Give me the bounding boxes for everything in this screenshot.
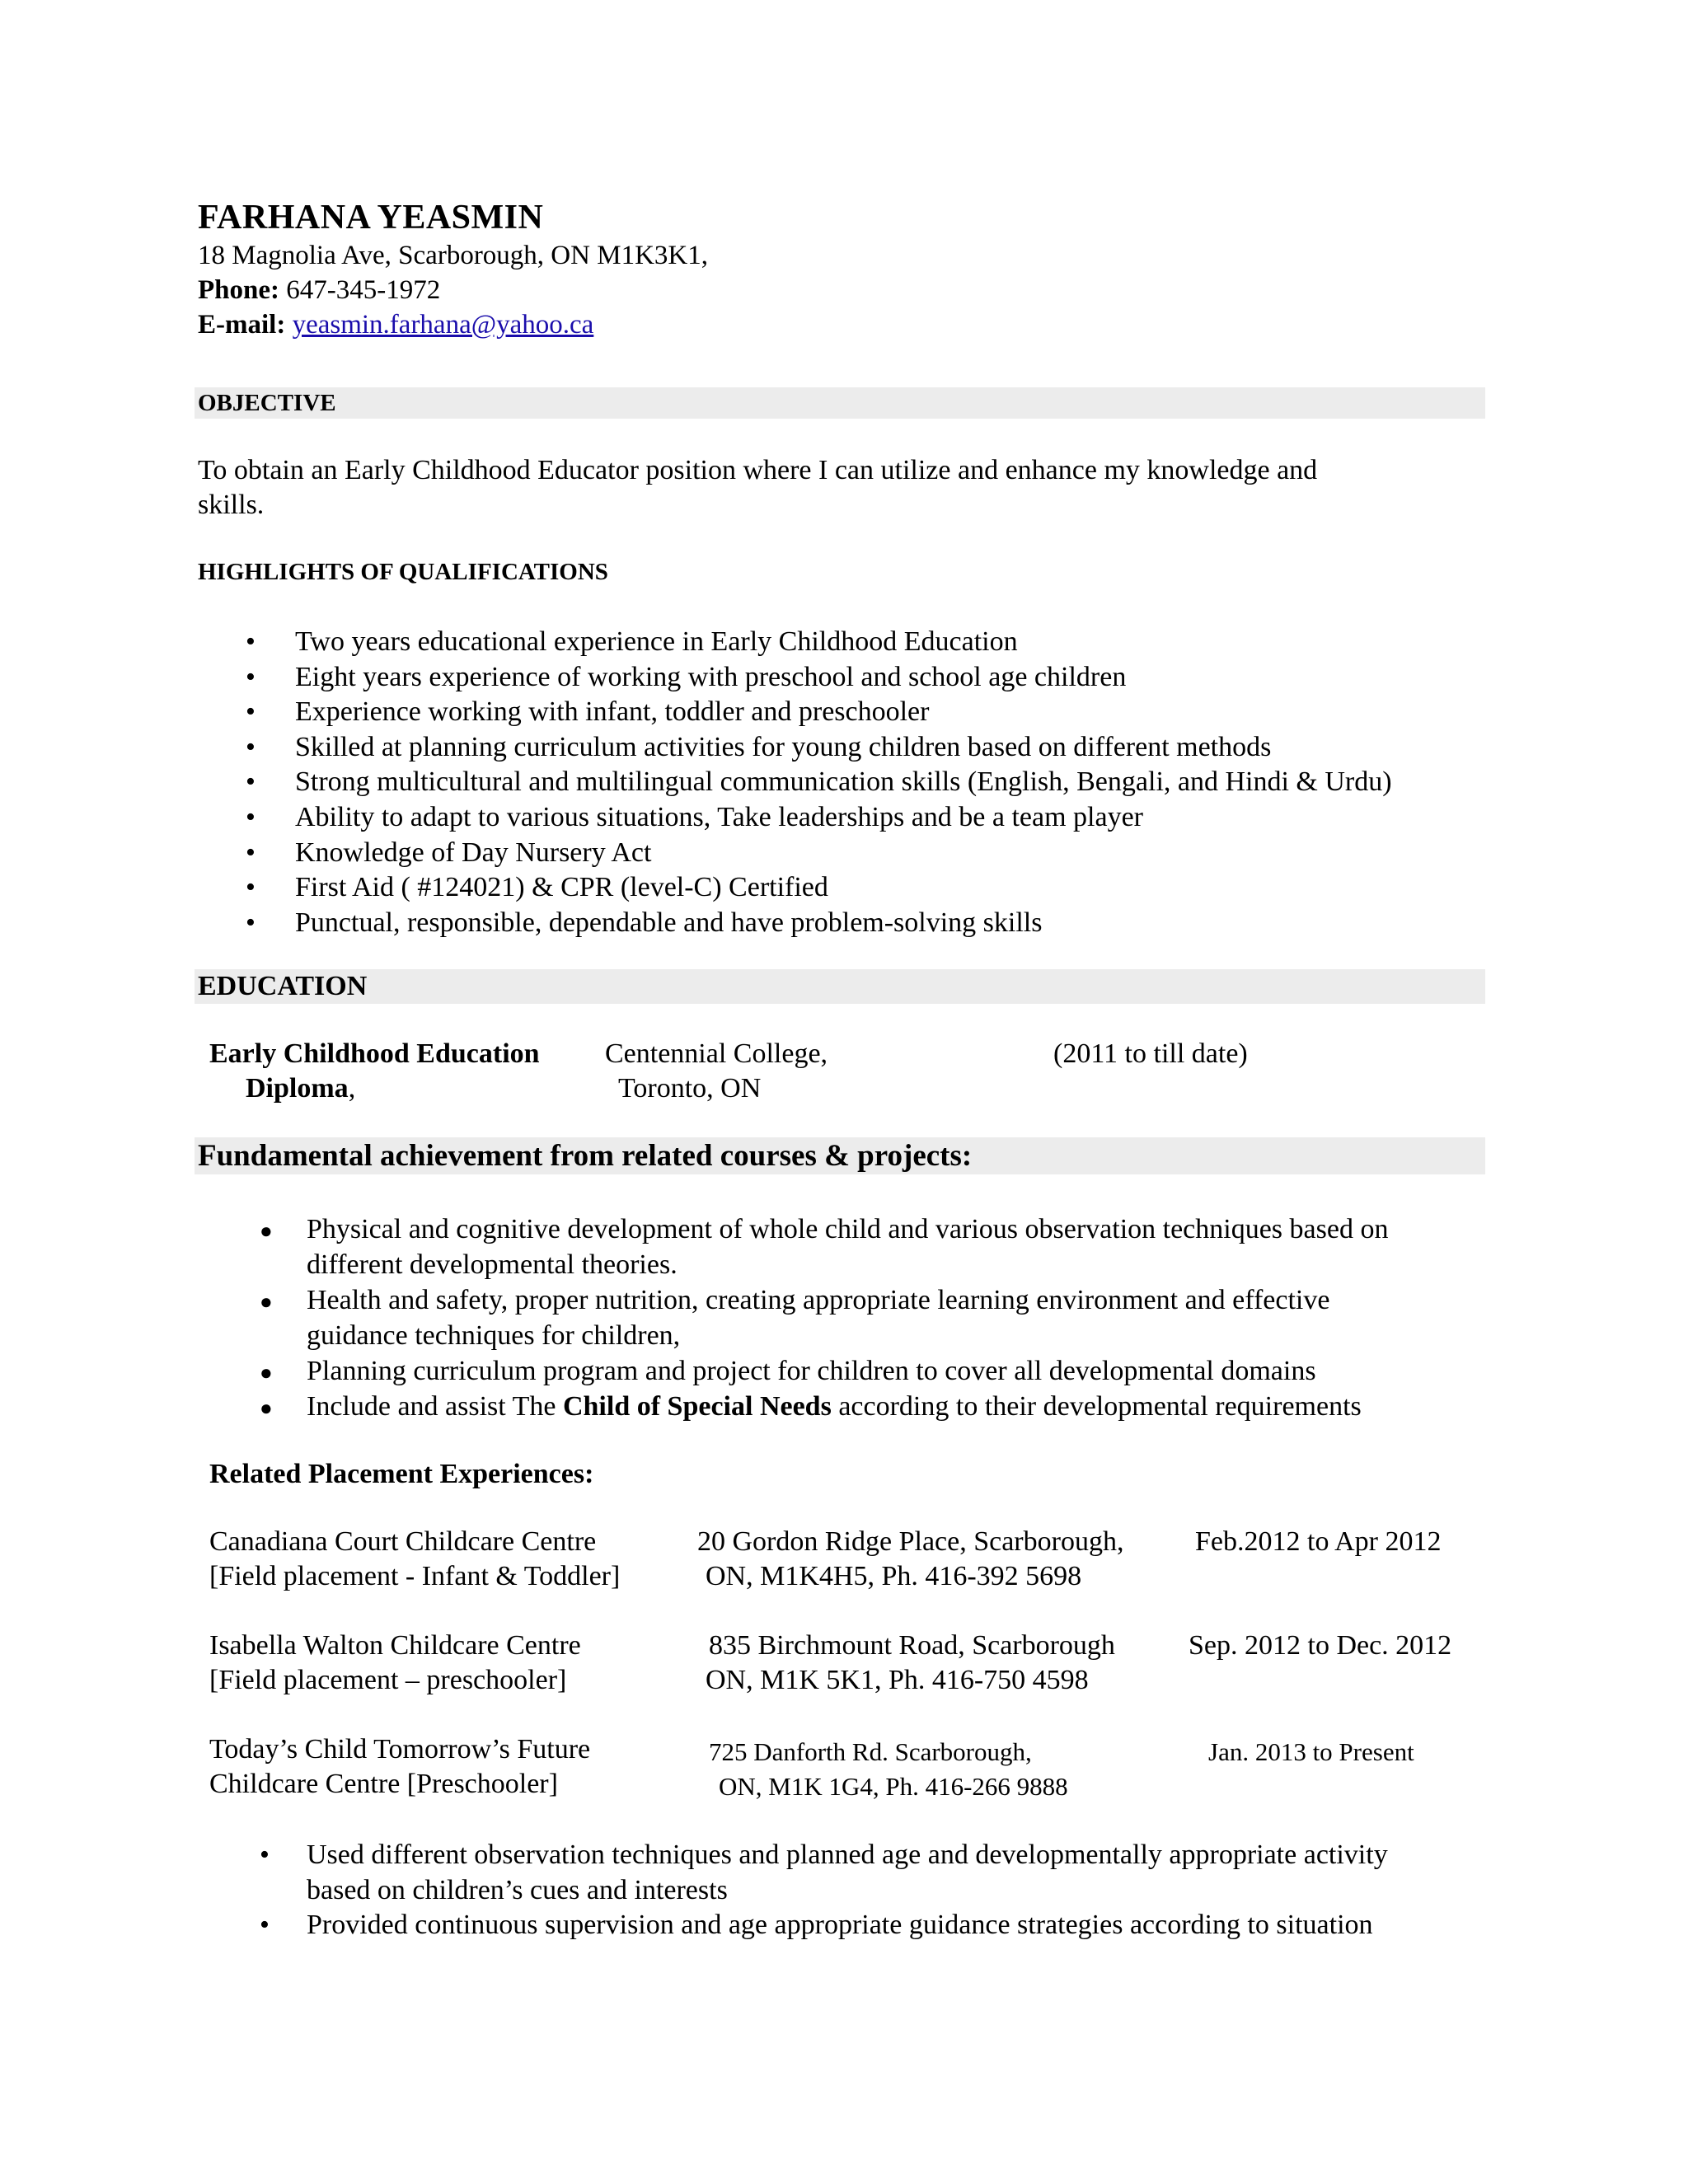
applicant-name: FARHANA YEASMIN [198, 199, 544, 237]
bullet-icon: • [246, 766, 256, 798]
bullet-icon: • [246, 731, 256, 762]
placement-3-role: Childcare Centre [Preschooler] [209, 1769, 558, 1799]
school-line-2: Toronto, ON [618, 1073, 762, 1104]
list-item: ● Health and safety, proper nutrition, creating appropriate learning environment and effective [307, 1282, 1388, 1318]
placement-1-dates: Feb.2012 to Apr 2012 [1195, 1526, 1442, 1557]
placement-2-role: [Field placement – preschooler] [209, 1665, 567, 1695]
list-item-continuation: based on children’s cues and interests [307, 1874, 728, 1905]
placement-1-name: Canadiana Court Childcare Centre [209, 1526, 597, 1557]
achievements-heading: Fundamental achievement from related courses & projects: [198, 1139, 973, 1173]
bullet-icon: • [246, 626, 256, 657]
placement-1-address-2: ON, M1K4H5, Ph. 416-392 5698 [706, 1561, 1082, 1591]
email-link[interactable]: yeasmin.farhana@yahoo.ca [292, 310, 594, 340]
bullet-icon: ● [260, 1290, 273, 1314]
bullet-icon: • [246, 837, 256, 868]
bullet-icon: • [246, 801, 256, 832]
achievements-list [260, 1212, 1389, 1424]
list-item: ● Include and assist The Child of Special Needs according to their developmental requirements [307, 1389, 1388, 1424]
list-item: • Eight years experience of working with preschool and school age children [295, 660, 1392, 696]
email-line [198, 308, 593, 341]
objective-line-2: skills. [198, 490, 265, 520]
bullet-icon: • [260, 1840, 270, 1870]
bullet-icon: ● [260, 1361, 273, 1385]
list-item-continuation: guidance techniques for children, [307, 1320, 681, 1351]
placement-3-dates: Jan. 2013 to Present [1208, 1737, 1414, 1766]
bullet-icon: ● [260, 1219, 273, 1243]
list-item: • Strong multicultural and multilingual communication skills (English, Bengali, and Hindi & Urdu) [295, 765, 1392, 800]
bullet-icon: • [246, 872, 256, 903]
bullet-icon: ● [260, 1396, 273, 1420]
placement-2-address: 835 Birchmount Road, Scarborough [709, 1630, 1115, 1661]
bullet-icon: • [246, 661, 256, 692]
placement-2-address-2: ON, M1K 5K1, Ph. 416-750 4598 [706, 1665, 1089, 1695]
list-item: • Punctual, responsible, dependable and have problem-solving skills [295, 906, 1392, 941]
school-line-1: Centennial College, [605, 1038, 828, 1069]
objective-band [195, 387, 1485, 419]
address: 18 Magnolia Ave, Scarborough, ON M1K3K1, [198, 241, 708, 270]
placements-heading: Related Placement Experiences: [209, 1459, 594, 1489]
list-item-continuation: different developmental theories. [307, 1249, 678, 1280]
list-item: • Experience working with infant, toddler and preschooler [295, 695, 1392, 730]
placement-1-address: 20 Gordon Ridge Place, Scarborough, [697, 1526, 1124, 1557]
placement-3-address: 725 Danforth Rd. Scarborough, [709, 1737, 1032, 1766]
highlights-heading: HIGHLIGHTS OF QUALIFICATIONS [198, 559, 608, 585]
education-heading: EDUCATION [198, 971, 368, 1001]
bullet-icon: • [246, 696, 256, 728]
list-item: ● Physical and cognitive development of whole child and various observation techniques based on [307, 1212, 1388, 1247]
program-line-2: Diploma, [246, 1073, 356, 1104]
objective-line-1: To obtain an Early Childhood Educator position where I can utilize and enhance my knowledge and [198, 455, 1318, 485]
placement-1-role: [Field placement - Infant & Toddler] [209, 1561, 621, 1591]
list-item: • Skilled at planning curriculum activities for young children based on different methods [295, 730, 1392, 766]
phone-label: Phone: [198, 275, 279, 305]
placement-2-name: Isabella Walton Childcare Centre [209, 1630, 581, 1661]
placement-2-dates: Sep. 2012 to Dec. 2012 [1189, 1630, 1452, 1661]
placement-3-address-2: ON, M1K 1G4, Ph. 416-266 9888 [719, 1772, 1068, 1801]
list-item: • Provided continuous supervision and age appropriate guidance strategies according to situation [307, 1908, 1388, 1943]
list-item: • Ability to adapt to various situations, Take leaderships and be a team player [295, 800, 1392, 836]
phone-number: 647-345-1972 [286, 275, 441, 305]
email-label: E-mail: [198, 310, 286, 340]
highlights-list [246, 625, 1392, 940]
list-item: • First Aid ( #124021) & CPR (level-C) Certified [295, 870, 1392, 906]
list-item: ● Planning curriculum program and project for children to cover all developmental domains [307, 1353, 1388, 1389]
list-item: • Two years educational experience in Early Childhood Education [295, 625, 1392, 660]
education-dates: (2011 to till date) [1053, 1038, 1248, 1069]
education-band [195, 969, 1485, 1004]
list-item: • Used different observation techniques and planned age and developmentally appropriate activity [307, 1838, 1388, 1873]
bullet-icon: • [246, 907, 256, 938]
program-line-1: Early Childhood Education [209, 1038, 540, 1069]
objective-heading: OBJECTIVE [198, 390, 336, 416]
placement-3-name: Today’s Child Tomorrow’s Future [209, 1734, 591, 1765]
placement-duties-list [260, 1838, 1388, 1943]
list-item: • Knowledge of Day Nursery Act [295, 836, 1392, 871]
bullet-icon: • [260, 1910, 270, 1941]
phone-line [198, 274, 440, 307]
